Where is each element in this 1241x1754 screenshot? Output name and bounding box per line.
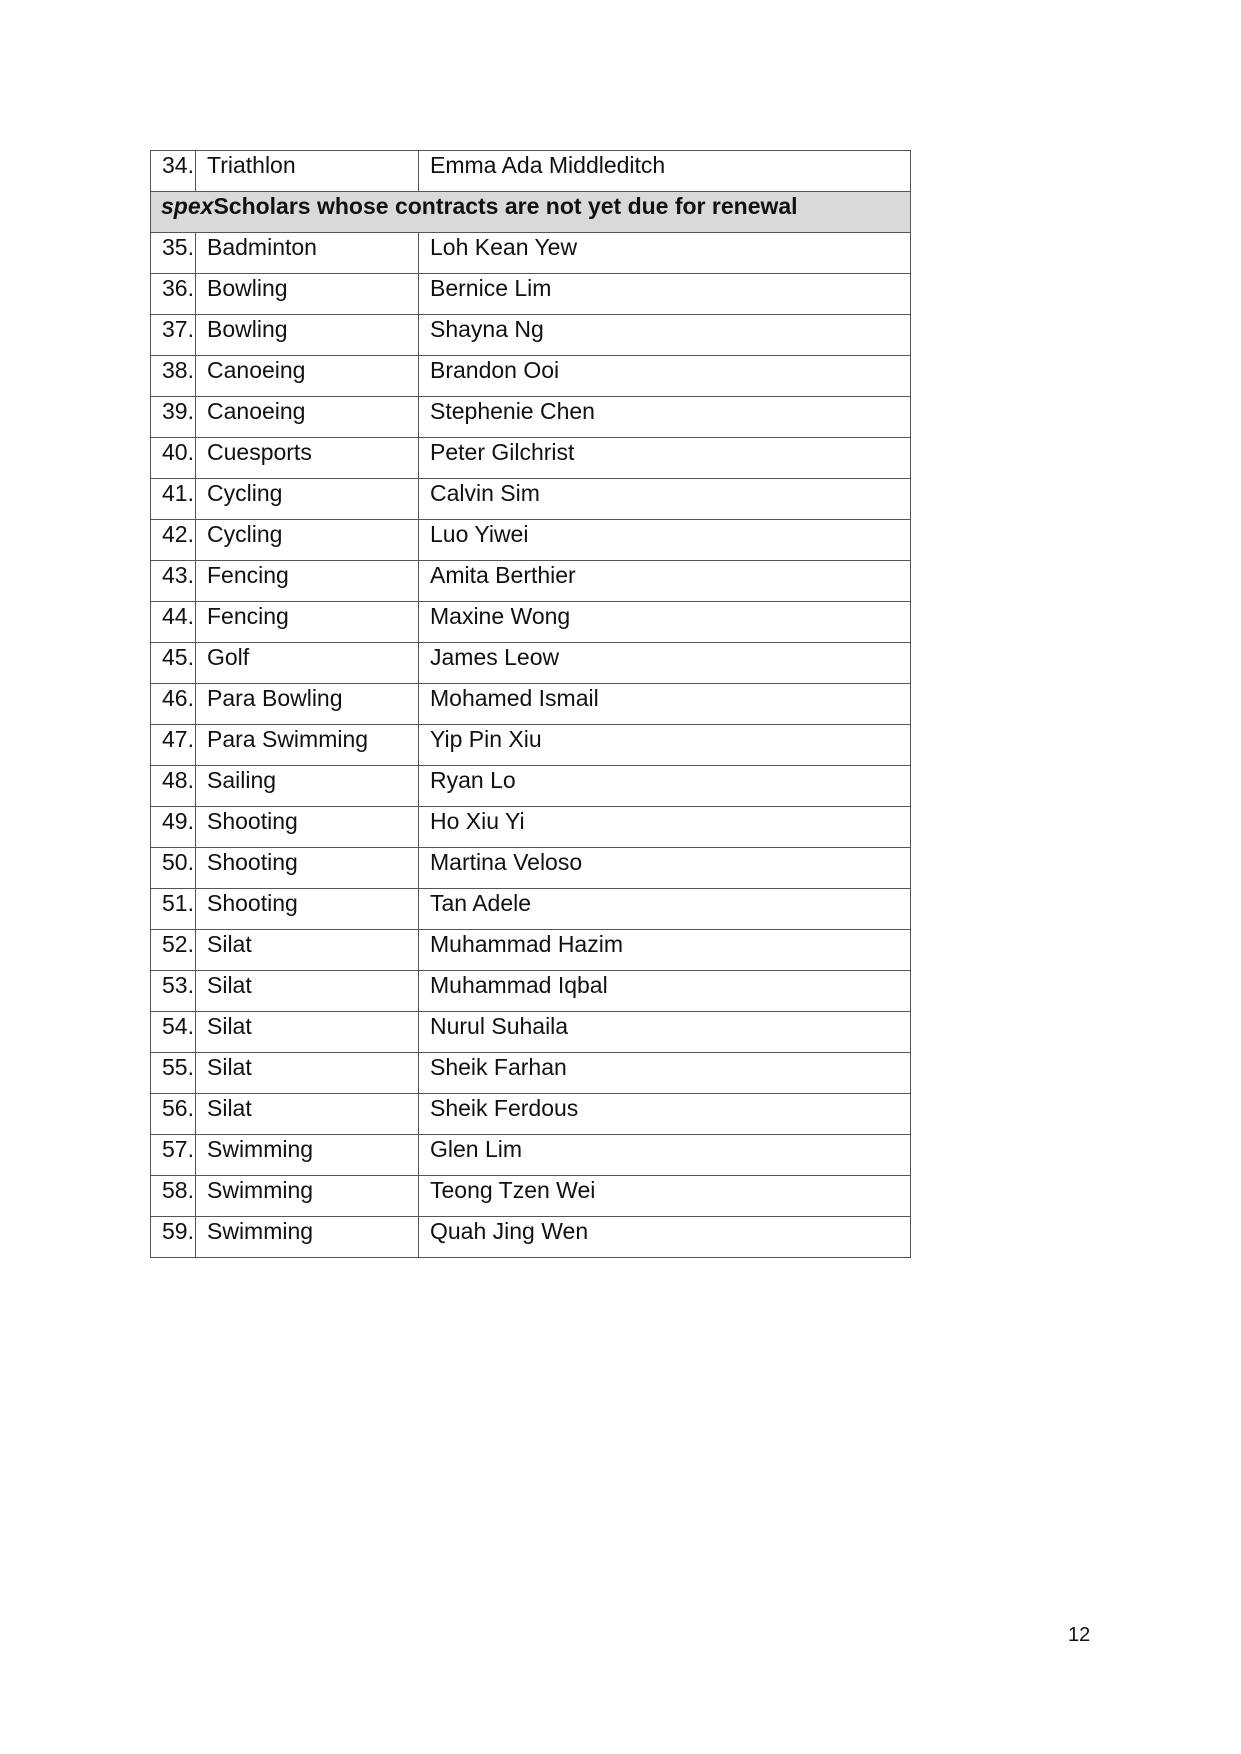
row-scholar-name: Brandon Ooi [419, 356, 911, 397]
row-sport: Fencing [196, 602, 419, 643]
table-row [151, 1053, 911, 1094]
row-number: 39. [151, 397, 196, 438]
row-number: 36. [151, 274, 196, 315]
row-scholar-name: Maxine Wong [419, 602, 911, 643]
row-sport: Silat [196, 1012, 419, 1053]
section-header [151, 192, 911, 233]
row-scholar-name: Muhammad Hazim [419, 930, 911, 971]
row-scholar-name: Mohamed Ismail [419, 684, 911, 725]
table-row [151, 233, 911, 274]
row-number: 46. [151, 684, 196, 725]
row-number: 37. [151, 315, 196, 356]
table-row [151, 807, 911, 848]
row-number: 42. [151, 520, 196, 561]
row-scholar-name: Emma Ada Middleditch [419, 151, 911, 192]
row-number: 41. [151, 479, 196, 520]
table-row [151, 602, 911, 643]
row-scholar-name: Muhammad Iqbal [419, 971, 911, 1012]
table-row [151, 848, 911, 889]
section-header-row [151, 192, 911, 233]
row-scholar-name: Sheik Ferdous [419, 1094, 911, 1135]
row-scholar-name: Stephenie Chen [419, 397, 911, 438]
table-row [151, 356, 911, 397]
row-scholar-name: James Leow [419, 643, 911, 684]
row-sport: Cycling [196, 479, 419, 520]
section-header-text: Scholars whose contracts are not yet due for renewal [213, 193, 798, 219]
table-row [151, 520, 911, 561]
row-scholar-name: Martina Veloso [419, 848, 911, 889]
row-number: 40. [151, 438, 196, 479]
row-scholar-name: Glen Lim [419, 1135, 911, 1176]
row-sport: Canoeing [196, 397, 419, 438]
table-row [151, 315, 911, 356]
table-row [151, 930, 911, 971]
row-sport: Silat [196, 971, 419, 1012]
row-scholar-name: Ryan Lo [419, 766, 911, 807]
table-row [151, 274, 911, 315]
row-number: 57. [151, 1135, 196, 1176]
row-scholar-name: Quah Jing Wen [419, 1217, 911, 1258]
row-sport: Cycling [196, 520, 419, 561]
row-scholar-name: Bernice Lim [419, 274, 911, 315]
row-sport: Silat [196, 1053, 419, 1094]
table-row [151, 1135, 911, 1176]
page-number: 12 [1068, 1624, 1091, 1646]
row-scholar-name: Luo Yiwei [419, 520, 911, 561]
row-number: 38. [151, 356, 196, 397]
row-number: 43. [151, 561, 196, 602]
row-sport: Fencing [196, 561, 419, 602]
row-scholar-name: Amita Berthier [419, 561, 911, 602]
row-sport: Shooting [196, 807, 419, 848]
row-number: 51. [151, 889, 196, 930]
row-scholar-name: Yip Pin Xiu [419, 725, 911, 766]
table-row [151, 889, 911, 930]
row-number: 59. [151, 1217, 196, 1258]
row-sport: Swimming [196, 1135, 419, 1176]
row-number: 55. [151, 1053, 196, 1094]
row-number: 52. [151, 930, 196, 971]
row-sport: Cuesports [196, 438, 419, 479]
row-scholar-name: Loh Kean Yew [419, 233, 911, 274]
row-sport: Bowling [196, 274, 419, 315]
row-sport: Shooting [196, 889, 419, 930]
table-row [151, 397, 911, 438]
row-sport: Golf [196, 643, 419, 684]
table-row [151, 1217, 911, 1258]
row-sport: Canoeing [196, 356, 419, 397]
row-sport: Para Swimming [196, 725, 419, 766]
row-number: 44. [151, 602, 196, 643]
row-number: 47. [151, 725, 196, 766]
table-row [151, 643, 911, 684]
row-number: 54. [151, 1012, 196, 1053]
table-row [151, 684, 911, 725]
table-row [151, 1094, 911, 1135]
row-sport: Swimming [196, 1176, 419, 1217]
table-row [151, 561, 911, 602]
table-row [151, 971, 911, 1012]
row-sport: Sailing [196, 766, 419, 807]
row-scholar-name: Nurul Suhaila [419, 1012, 911, 1053]
row-sport: Badminton [196, 233, 419, 274]
table-row [151, 766, 911, 807]
row-number: 53. [151, 971, 196, 1012]
row-number: 34. [151, 151, 196, 192]
row-sport: Shooting [196, 848, 419, 889]
table-row [151, 438, 911, 479]
scholars-table-body [151, 151, 911, 1258]
table-row [151, 725, 911, 766]
row-number: 50. [151, 848, 196, 889]
row-number: 35. [151, 233, 196, 274]
table-row [151, 1176, 911, 1217]
row-number: 45. [151, 643, 196, 684]
row-number: 48. [151, 766, 196, 807]
row-scholar-name: Calvin Sim [419, 479, 911, 520]
row-scholar-name: Tan Adele [419, 889, 911, 930]
row-scholar-name: Peter Gilchrist [419, 438, 911, 479]
section-header-italic: spex [161, 193, 214, 219]
table-row [151, 1012, 911, 1053]
scholars-table [150, 150, 911, 1258]
row-number: 58. [151, 1176, 196, 1217]
row-sport: Silat [196, 930, 419, 971]
row-sport: Swimming [196, 1217, 419, 1258]
row-scholar-name: Teong Tzen Wei [419, 1176, 911, 1217]
row-sport: Bowling [196, 315, 419, 356]
table-row [151, 151, 911, 192]
row-scholar-name: Ho Xiu Yi [419, 807, 911, 848]
row-sport: Silat [196, 1094, 419, 1135]
row-sport: Triathlon [196, 151, 419, 192]
row-number: 56. [151, 1094, 196, 1135]
table-row [151, 479, 911, 520]
row-scholar-name: Shayna Ng [419, 315, 911, 356]
row-scholar-name: Sheik Farhan [419, 1053, 911, 1094]
row-sport: Para Bowling [196, 684, 419, 725]
row-number: 49. [151, 807, 196, 848]
